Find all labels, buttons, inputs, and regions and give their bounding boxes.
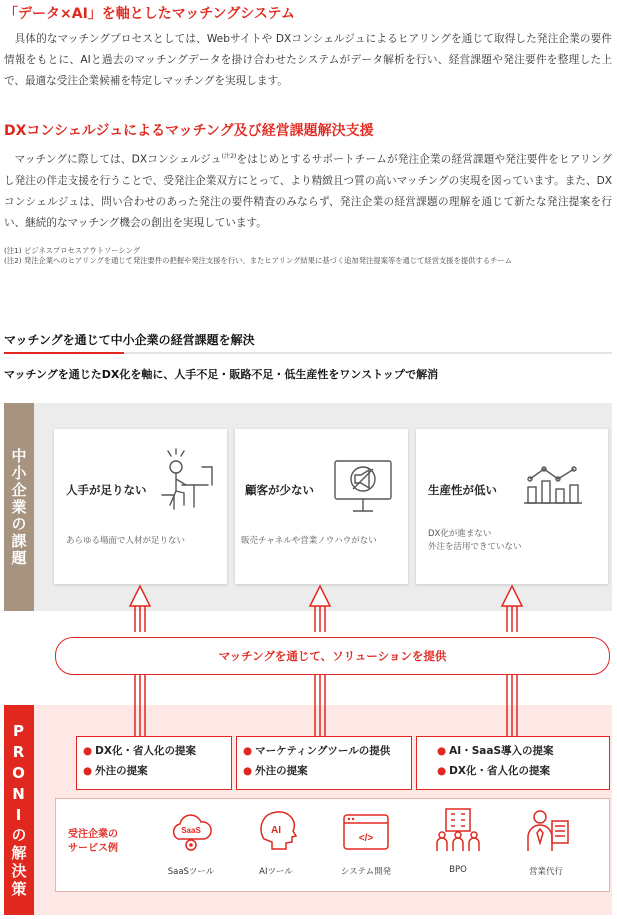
- problem-title: 人手が足りない: [66, 483, 147, 497]
- sales-person-icon: [522, 807, 570, 855]
- solution-item: ● DX化・省人化の提案: [437, 765, 550, 777]
- bar-chart-icon: [522, 465, 584, 505]
- problems-side-label: 中小企業の課題: [4, 403, 34, 611]
- diagram-subtitle: マッチングを通じたDX化を軸に、人手不足・販路不足・低生産性をワンストップで解消: [4, 368, 439, 381]
- solutions-side-label: PRONIの解決策: [4, 705, 34, 915]
- problem-desc: あらゆる場面で人材が足りない: [66, 536, 186, 546]
- saas-icon-text: SaaS: [181, 826, 201, 835]
- problem-desc: 販売チャネルや営業ノウハウがない: [241, 536, 377, 546]
- solution-box-1: [76, 736, 232, 790]
- section1-heading: 「データ×AI」を軸としたマッチングシステム: [4, 6, 295, 22]
- services-box: [55, 798, 610, 892]
- diagram-title: マッチングを通じて中小企業の経営課題を解決: [4, 333, 255, 347]
- section2-paragraph: マッチングに際しては、DXコンシェルジュ$^{(注2)}$をはじめとするサポートチームが発注企業の経営課題や発注要件をヒアリングし発注の伴走支援を行うことで、受発注企業双方にとって、より精緻且つ質の高いマッチングの実現を図っています。また、DXコンシェルジュは、問い合わせのあった発注の要件精査のみならず、発注企業の経営課題の理解を通じて新たな発注提案を行い、継続的なマッチング機会の創出を実現しています。: [4, 153, 612, 229]
- footnote-2: (注2) 発注企業へのヒアリングを通じて発注要件の把握や発注支援を行い、またヒアリング結果に基づく追加発注提案等を通じて経営支援を提供するチーム: [4, 256, 512, 265]
- service-label: AIツール: [259, 867, 293, 877]
- code-icon-text: </>: [358, 833, 374, 844]
- megaphone-monitor-icon: [331, 455, 397, 521]
- ai-head-icon: [256, 809, 298, 855]
- solution-box-3: [416, 736, 610, 790]
- services-heading: 受注企業の サービス例: [68, 829, 118, 854]
- problem-title: 顧客が少ない: [245, 483, 314, 497]
- service-label: BPO: [449, 865, 467, 875]
- solution-item: ● マーケティングツールの提供: [243, 745, 391, 757]
- section1-paragraph: 具体的なマッチングプロセスとしては、Webサイトや DXコンシェルジュによるヒアリングを通じて取得した発注企業の要件情報をもとに、AIと過去のマッチングデータを掛け合わせたシステムがデータ解析を行い、経営課題や発注要件を整理した上で、最適な受注企業候補を特定しマッチングを実現します。: [4, 33, 612, 87]
- code-window-icon: [342, 813, 390, 851]
- saas-cloud-gear-icon: [168, 811, 214, 855]
- solution-item: ● DX化・省人化の提案: [83, 745, 196, 757]
- ai-icon-text: AI: [271, 825, 281, 836]
- solution-box-2: [236, 736, 412, 790]
- problem-title: 生産性が低い: [428, 483, 497, 497]
- service-label: SaaSツール: [167, 867, 215, 877]
- bpo-building-people-icon: [434, 807, 482, 855]
- title-underline: [4, 352, 612, 354]
- problem-desc: DX化が進まない 外注を活用できていない: [428, 529, 522, 552]
- footnotes: [4, 246, 612, 266]
- solution-item: ● 外注の提案: [243, 765, 308, 777]
- section2-heading: DXコンシェルジュによるマッチング及び経営課題解決支援: [4, 123, 374, 139]
- worker-at-desk-icon: [154, 447, 216, 517]
- service-label: 営業代行: [528, 867, 563, 877]
- footnote-1: (注1) ビジネスプロセスアウトソーシング: [4, 246, 141, 255]
- solution-item: ● 外注の提案: [83, 765, 148, 777]
- solution-item: ● AI・SaaS導入の提案: [437, 745, 554, 757]
- service-label: システム開発: [340, 867, 392, 877]
- solution-pill: マッチングを通じて、ソリューションを提供: [55, 637, 610, 675]
- note-ref: (注2): [221, 153, 237, 160]
